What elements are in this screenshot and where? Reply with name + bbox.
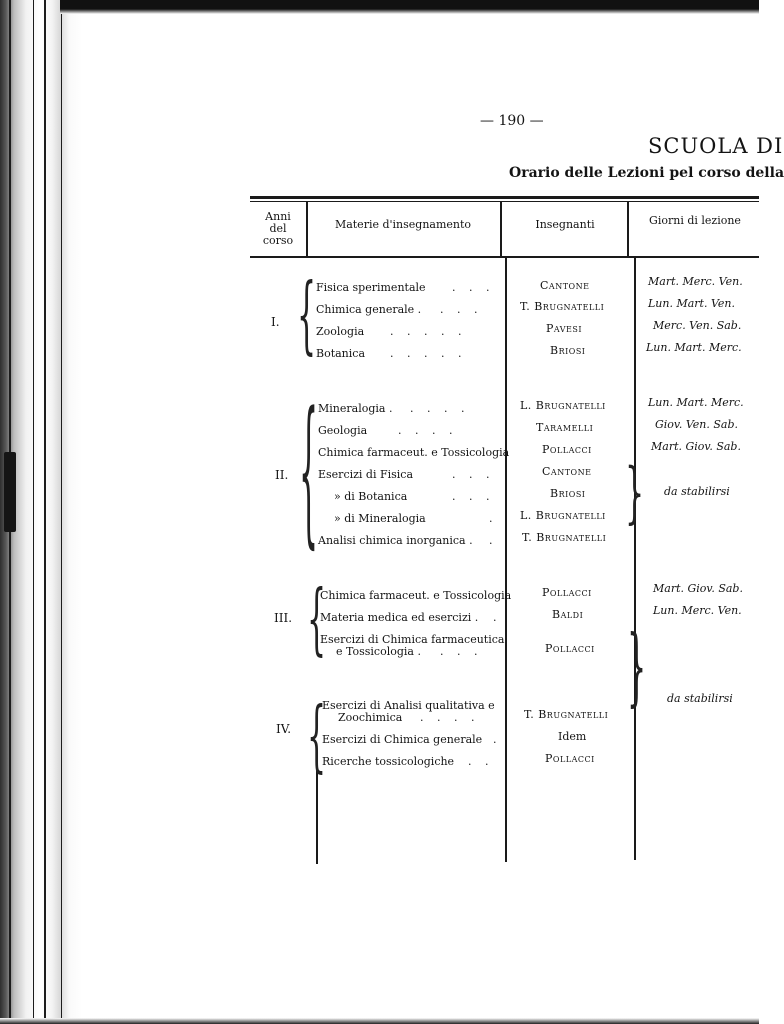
days-group-brace: { (625, 455, 645, 533)
leader-dots: . (489, 512, 498, 525)
column-divider (634, 258, 636, 860)
column-divider (500, 202, 502, 256)
days-group: da stabilirsi (667, 692, 733, 705)
teacher: T. Brugnatelli (524, 708, 609, 721)
subject: » di Botanica (334, 490, 408, 503)
leader-dots: . . . . (410, 402, 470, 415)
year-brace: { (307, 575, 327, 667)
teacher: Taramelli (536, 421, 594, 434)
table-subtitle: Orario delle Lezioni pel corso della (509, 165, 784, 181)
table-top-rule (250, 196, 759, 199)
leader-dots: . (489, 534, 498, 547)
binding-line (33, 0, 34, 1024)
leader-dots: . . . (452, 490, 495, 503)
days: Merc. Ven. Sab. (653, 319, 742, 332)
teacher: Cantone (540, 279, 590, 292)
subject: Esercizi di Analisi qualitativa e (322, 699, 495, 712)
binding-line (44, 0, 46, 1024)
subject: Geologia (318, 424, 368, 437)
column-divider (306, 202, 308, 256)
subject: Esercizi di Fisica (318, 468, 414, 481)
subject: Fisica sperimentale (316, 281, 426, 294)
year-label: III. (274, 611, 293, 625)
leader-dots: . . . . (398, 424, 458, 437)
teacher: T. Brugnatelli (520, 300, 605, 313)
teacher: Briosi (550, 487, 586, 500)
leader-dots: . . . . . (390, 347, 467, 360)
subject-continuation: e Tossicologia . (336, 645, 421, 658)
page-number: — 190 — (480, 113, 544, 129)
header-insegnanti: Insegnanti (535, 218, 595, 231)
year-brace: { (297, 267, 317, 366)
leader-dots: . (493, 733, 502, 746)
days: Lun. Mart. Merc. (646, 341, 742, 354)
page-top-edge (60, 0, 759, 14)
teacher: Pavesi (546, 322, 583, 335)
header-giorni: Giorni di lezione (649, 214, 741, 227)
days: Mart. Merc. Ven. (648, 275, 743, 288)
teacher: L. Brugnatelli (520, 509, 606, 522)
subject: Esercizi di Chimica farmaceutica (320, 633, 505, 646)
subject: Ricerche tossicologiche (322, 755, 455, 768)
year-label: I. (271, 315, 280, 329)
leader-dots: . . . . (420, 711, 480, 724)
subject: Chimica farmaceut. e Tossicologia (318, 446, 510, 459)
teacher: Pollacci (542, 443, 592, 456)
subject: Materia medica ed esercizi . (320, 611, 479, 624)
leader-dots: . . . (440, 645, 483, 658)
leader-dots: . . . (452, 281, 495, 294)
leader-dots: . . . (452, 468, 495, 481)
subject: » di Mineralogia (334, 512, 426, 525)
subject: Botanica (316, 347, 366, 360)
teacher: Cantone (542, 465, 592, 478)
column-divider (505, 258, 507, 862)
days: Lun. Mart. Merc. (648, 396, 744, 409)
subject-continuation: Zoochimica (338, 711, 403, 724)
table-top-rule-thin (250, 201, 759, 202)
year-brace: { (299, 382, 319, 568)
year-label: II. (275, 468, 289, 482)
year-label: IV. (276, 722, 292, 736)
subject: Analisi chimica inorganica . (318, 534, 473, 547)
leader-dots: . . (468, 755, 494, 768)
teacher: Briosi (550, 344, 586, 357)
leader-dots: . (493, 611, 502, 624)
subject: Mineralogia . (318, 402, 393, 415)
subject: Esercizi di Chimica generale (322, 733, 483, 746)
teacher: Pollacci (545, 752, 595, 765)
teacher: L. Brugnatelli (520, 399, 606, 412)
teacher: Idem (558, 730, 587, 743)
days-group-brace: { (627, 619, 647, 718)
column-divider (627, 202, 629, 256)
subject: Zoologia (316, 325, 365, 338)
leader-dots: . . . . . (390, 325, 467, 338)
subject: Chimica farmaceut. e Tossicologia (320, 589, 512, 602)
year-brace: { (307, 692, 327, 784)
days: Giov. Ven. Sab. (655, 418, 738, 431)
leader-dots: . . . (440, 303, 483, 316)
days: Lun. Merc. Ven. (653, 604, 742, 617)
page-title: SCUOLA DI (648, 134, 784, 158)
days: Lun. Mart. Ven. (648, 297, 735, 310)
column-divider (316, 770, 318, 864)
days: Mart. Giov. Sab. (653, 582, 743, 595)
teacher: Pollacci (542, 586, 592, 599)
teacher: T. Brugnatelli (522, 531, 607, 544)
teacher: Baldi (552, 608, 584, 621)
days-group: da stabilirsi (664, 485, 730, 498)
binding-mark (4, 452, 16, 532)
binding-line (61, 0, 62, 1024)
days: Mart. Giov. Sab. (651, 440, 741, 453)
header-materie: Materie d'insegnamento (334, 218, 472, 231)
subject: Chimica generale . (316, 303, 422, 316)
teacher: Pollacci (545, 642, 595, 655)
header-anni: Anni del corso (262, 210, 294, 247)
page-bottom-edge (0, 1018, 759, 1024)
